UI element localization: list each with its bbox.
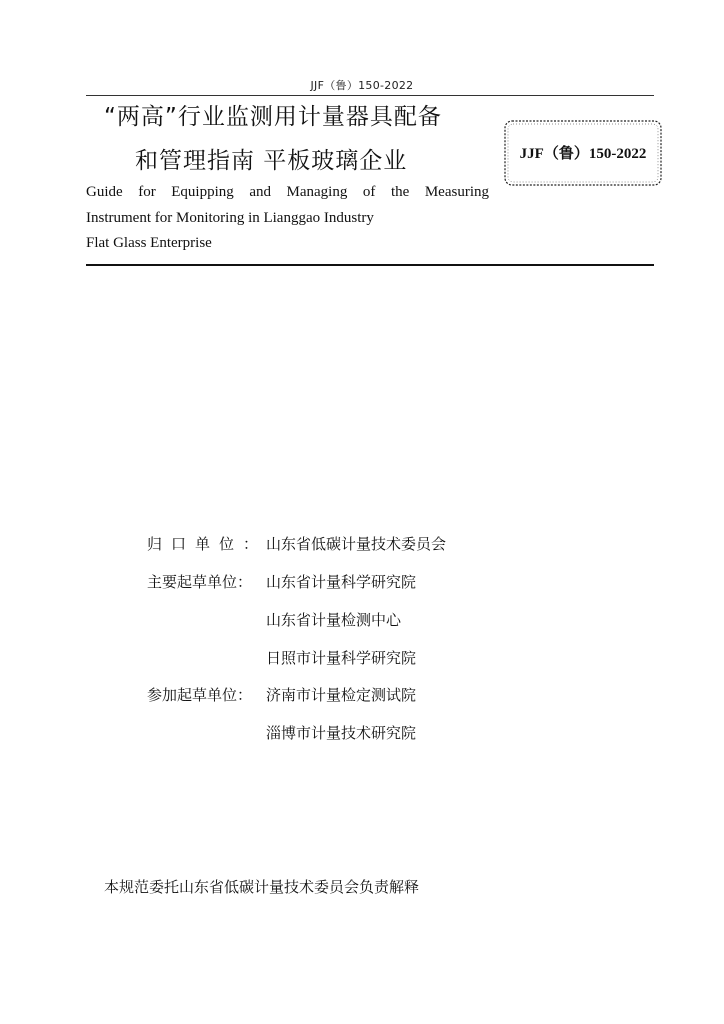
english-title-line-3: Flat Glass Enterprise: [86, 235, 212, 251]
main-drafting-unit-1: 山东省计量科学研究院: [266, 573, 417, 591]
chinese-title-line-1: “两高”行业监测用计量器具配备: [104, 104, 442, 130]
main-drafting-unit-2: 山东省计量检测中心: [266, 611, 402, 629]
stamp-code-text: JJF（鲁）150-2022: [519, 146, 647, 162]
participating-drafting-unit-1: 济南市计量检定测试院: [266, 686, 417, 704]
interpretation-note: 本规范委托山东省低碳计量技术委员会负责解释: [104, 878, 420, 896]
chinese-title-line-2: 和管理指南 平板玻璃企业: [135, 148, 408, 174]
main-drafting-unit-3: 日照市计量科学研究院: [266, 649, 417, 667]
responsible-unit-value: 山东省低碳计量技术委员会: [266, 535, 447, 553]
english-title-line-2: Instrument for Monitoring in Lianggao Industry: [86, 210, 374, 226]
main-drafting-unit-label: 主要起草单位：: [147, 573, 253, 591]
document-code-stamp: [502, 118, 664, 188]
header-document-code: JJF（鲁）150-2022: [310, 79, 414, 92]
participating-drafting-unit-2: 淄博市计量技术研究院: [266, 724, 417, 742]
header-divider: [86, 95, 654, 96]
participating-drafting-unit-label: 参加起草单位：: [147, 686, 253, 704]
title-divider: [86, 264, 654, 266]
responsible-unit-label: 归口单位：: [147, 535, 268, 553]
english-title-line-1: Guide for Equipping and Managing of the Measuring: [86, 184, 489, 200]
